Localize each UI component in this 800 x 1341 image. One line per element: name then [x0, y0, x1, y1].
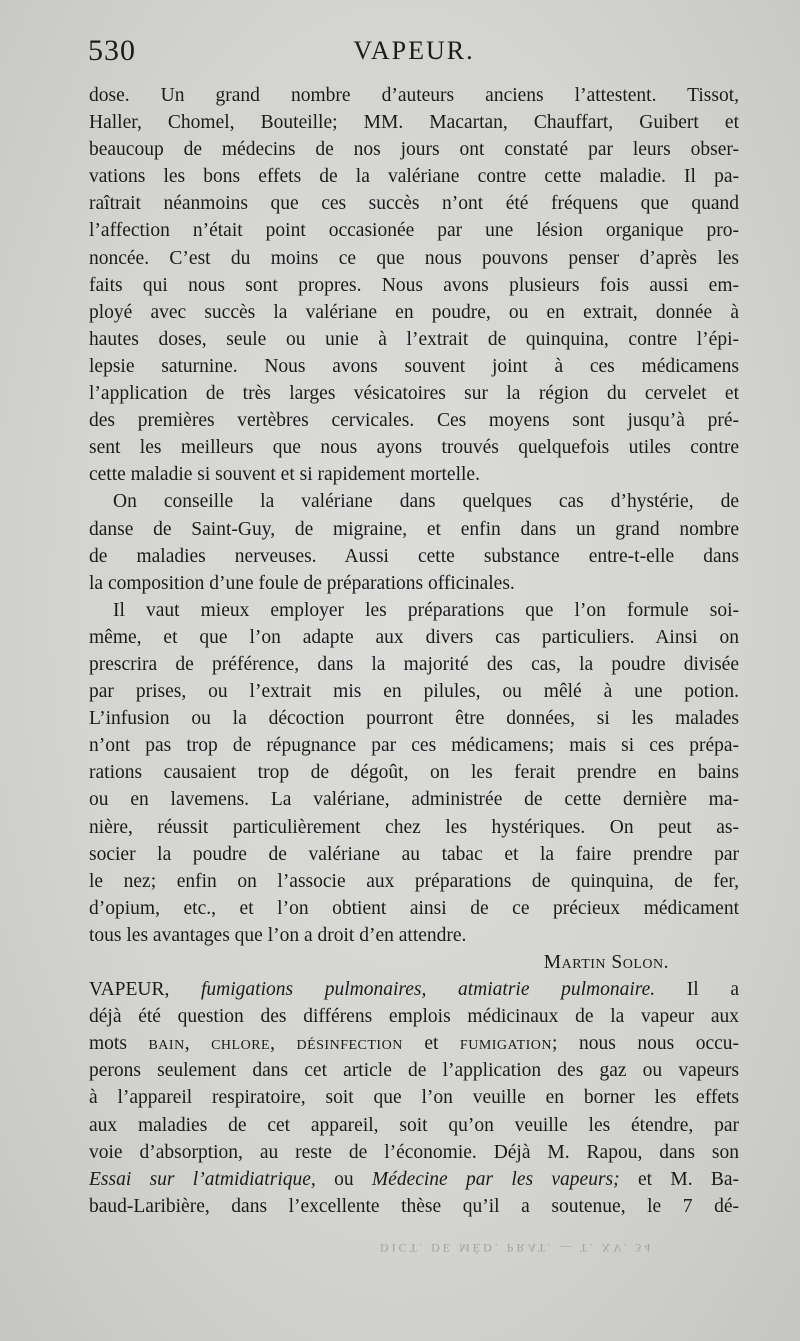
- text-line: la composition d’une foule de préparations officinales.: [89, 572, 515, 594]
- text-line: ou en lavemens. La valériane, administrée de cette dernière ma-: [89, 789, 739, 811]
- page-number: 530: [88, 34, 136, 67]
- text-line: voie d’absorption, au reste de l’économie. Déjà M. Rapou, dans son: [89, 1141, 739, 1163]
- text-line: sent les meilleurs que nous ayons trouvés quelquefois utiles contre: [89, 437, 739, 459]
- text-line: perons seulement dans cet article de l’application des gaz ou vapeurs: [89, 1060, 739, 1082]
- show-through-signature-mark: DICT. DE MÉD. PRAT. — T. XV. 34: [380, 1241, 654, 1255]
- text-line: aux maladies de cet appareil, soit qu’on veuille les étendre, par: [89, 1114, 739, 1136]
- text-fragment: ou: [334, 1168, 354, 1190]
- cross-reference: fumigation: [459, 1033, 553, 1055]
- text-line: raîtrait néanmoins que ces succès n’ont été fréquens que quand: [89, 193, 739, 215]
- text-line: déjà été question des différens emplois médicinaux de la vapeur aux: [89, 1006, 739, 1028]
- text-line: l’application de très larges vésicatoires sur la région du cervelet et: [89, 383, 739, 405]
- text-line: nière, réussit particulièrement chez les hystériques. On peut as-: [89, 816, 739, 838]
- text-line: Il vaut mieux employer les préparations que l’on formule soi-: [113, 599, 739, 621]
- text-line: à l’appareil respiratoire, soit que l’on veuille en borner les effets: [89, 1087, 739, 1109]
- text-line: prescrira de préférence, dans la majorité des cas, la poudre divisée: [89, 653, 739, 675]
- text-line: L’infusion ou la décoction pourront être données, si les malades: [89, 708, 739, 730]
- text-line: mots bain, chlore, désinfection et fumigation; nous nous occu-: [89, 1033, 739, 1055]
- text-fragment: et: [424, 1033, 439, 1055]
- text-line: tous les avantages que l’on a droit d’en attendre.: [89, 924, 467, 946]
- article-heading-line: [89, 976, 739, 1003]
- cross-reference: bain: [148, 1033, 185, 1055]
- text-line: d’opium, etc., et l’on obtient ainsi de ce précieux médicament: [89, 897, 739, 919]
- text-line: cette maladie si souvent et si rapidement mortelle.: [89, 464, 480, 486]
- text-fragment: ; nous nous occu-: [552, 1033, 739, 1055]
- text-line: ployé avec succès la valériane en poudre, ou en extrait, donnée à: [89, 301, 739, 323]
- text-line: faits qui nous sont propres. Nous avons plusieurs fois aussi em-: [89, 274, 739, 296]
- page-header: [88, 34, 740, 74]
- text-line: danse de Saint-Guy, de migraine, et enfin dans un grand nombre: [89, 518, 739, 540]
- text-fragment: mots: [89, 1033, 127, 1055]
- text-line: de maladies nerveuses. Aussi cette substance entre-t-elle dans: [89, 545, 739, 567]
- text-line: lepsie saturnine. Nous avons souvent joint à ces médicamens: [89, 355, 739, 377]
- body-text: [89, 82, 739, 1220]
- text-line: l’affection n’était point occasionée par une lésion organique pro-: [89, 220, 739, 242]
- text-line: des premières vertèbres cervicales. Ces moyens sont jusqu’à pré-: [89, 410, 739, 432]
- text-line: dose. Un grand nombre d’auteurs anciens l’attestent. Tissot,: [89, 85, 739, 106]
- author-signature: Martin Solon.: [543, 952, 669, 973]
- article-headword: VAPEUR,: [89, 979, 170, 1001]
- article-subtitle: fumigations pulmonaires, atmiatrie pulmonaire.: [201, 979, 656, 1001]
- text-line: le nez; enfin on l’associe aux préparations de quinquina, de fer,: [89, 870, 739, 892]
- text-line: On conseille la valériane dans quelques cas d’hystérie, de: [113, 491, 739, 513]
- cited-title: Essai sur l’atmidiatrique,: [89, 1168, 316, 1190]
- text-fragment: Il a: [686, 979, 739, 1001]
- text-line: socier la poudre de valériane au tabac et la faire prendre par: [89, 843, 739, 865]
- text-line: même, et que l’on adapte aux divers cas particuliers. Ainsi on: [89, 626, 739, 648]
- running-title: VAPEUR.: [353, 36, 475, 65]
- text-line: beaucoup de médecins de nos jours ont constaté par leurs obser-: [89, 139, 739, 161]
- text-line: Haller, Chomel, Bouteille; MM. Macartan, Chauffart, Guibert et: [89, 112, 739, 134]
- text-line: par prises, ou l’extrait mis en pilules, ou mêlé à une potion.: [89, 681, 739, 703]
- cross-reference: désinfection: [296, 1033, 403, 1055]
- text-line: hautes doses, seule ou unie à l’extrait de quinquina, contre l’épi-: [89, 328, 739, 350]
- text-line: baud-Laribière, dans l’excellente thèse qu’il a soutenue, le 7 dé-: [89, 1195, 739, 1217]
- text-line: n’ont pas trop de répugnance par ces médicamens; mais si ces prépa-: [89, 735, 739, 757]
- text-fragment: et M. Ba-: [637, 1168, 739, 1190]
- text-line: noncée. C’est du moins ce que nous pouvons penser d’après les: [89, 247, 739, 269]
- cross-reference: chlore: [211, 1033, 271, 1055]
- cited-title: Médecine par les vapeurs;: [371, 1168, 620, 1190]
- text-line: rations causaient trop de dégoût, on les ferait prendre en bains: [89, 762, 739, 784]
- text-line: vations les bons effets de la valériane contre cette maladie. Il pa-: [89, 166, 739, 188]
- text-line: [89, 1166, 739, 1193]
